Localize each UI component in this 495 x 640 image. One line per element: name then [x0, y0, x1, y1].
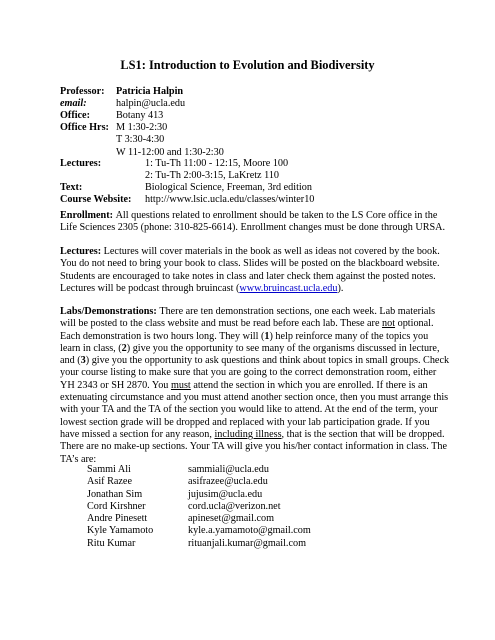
enrollment-heading: Enrollment:: [60, 210, 114, 221]
labs-heading: Labs/Demonstrations:: [60, 306, 157, 317]
professor-row: [60, 86, 183, 98]
enrollment-body: All questions related to enrollment should be taken to the LS Core office in the Life Sciences 2305 (phone: 310-825-6614). Enrollment changes must be done through URSA.: [60, 210, 446, 234]
labs-paragraph: [60, 306, 450, 466]
lectures-label: Lectures:: [60, 158, 102, 169]
labs-text-1: There are ten demonstration sections, one each week. Lab materials will be posted to the class website and must be read before each lab. These are: [60, 306, 436, 330]
ta-row: [60, 501, 311, 513]
ta-name: Ritu Kumar: [87, 537, 136, 549]
labs-text-2: optional. Each demonstration is two hours long. They will (: [60, 318, 434, 342]
office-hours-label: Office Hrs:: [60, 122, 109, 133]
ta-list: [60, 464, 311, 550]
text-label: Text:: [60, 182, 83, 193]
office-hours-1: M 1:30-2:30: [116, 122, 168, 133]
ta-email: jujusim@ucla.edu: [188, 488, 263, 500]
labs-text-7: , that is the section that will be dropped. There are no make-up sections. Your TA will give you his/her contact information in class. The TA’s are:: [60, 428, 447, 465]
office-hours-3: W 11-12:00 and 1:30-2:30: [116, 146, 224, 158]
labs-text-3: ) help reinforce many of the topics you learn in class, (: [60, 330, 429, 354]
lectures-info-row: [60, 158, 288, 183]
textbook-value: Biological Science, Freeman, 3rd edition: [145, 182, 312, 193]
lectures-tail: ).: [337, 282, 344, 294]
ta-row: [60, 513, 311, 525]
lecture-section-1: 1: Tu-Th 11:00 - 12:15, Moore 100: [145, 158, 289, 169]
office-hours-row: [60, 122, 224, 159]
labs-text-4: ) give you the opportunity to see many of the organisms discussed in lecture, and (: [60, 342, 440, 367]
email-row: [60, 98, 185, 110]
ta-name: Asif Razee: [87, 476, 132, 488]
email-label: email:: [60, 98, 87, 109]
ta-name: Andre Pinesett: [87, 513, 148, 525]
email-value: halpin@ucla.edu: [116, 98, 186, 109]
lecture-section-2: 2: Tu-Th 2:00-3:15, LaKretz 110: [145, 170, 280, 182]
enrollment-paragraph: [60, 210, 450, 235]
ta-name: Kyle Yamamoto: [87, 525, 154, 537]
website-label: Course Website:: [60, 194, 132, 205]
labs-number-2: 2: [121, 342, 127, 354]
labs-number-1: 1: [264, 330, 270, 342]
office-hours-2: T 3:30-4:30: [116, 134, 165, 146]
professor-label: Professor:: [60, 86, 105, 97]
ta-name: Sammi Ali: [87, 464, 131, 475]
document-title: LS1: Introduction to Evolution and Biodiversity: [120, 58, 375, 72]
lectures-body: Lectures will cover materials in the book as well as ideas not covered by the book. You do not need to bring your book to class. Slides will be posted on the blackboard website. Students are encouraged to take notes in class and later check them against the posted notes. Lectures will be podcast through bruincast (: [60, 246, 440, 294]
ta-email: apineset@gmail.com: [188, 513, 275, 525]
text-row: [60, 182, 312, 194]
ta-name: Jonathan Sim: [87, 488, 143, 500]
labs-illness-underlined: including illness: [214, 428, 282, 440]
lectures-paragraph: [60, 246, 450, 295]
office-row: [60, 110, 163, 122]
ta-email: rituanjali.kumar@gmail.com: [188, 537, 307, 549]
ta-email: cord.ucla@verizon.net: [188, 500, 281, 512]
ta-row: [60, 489, 311, 501]
office-label: Office:: [60, 110, 90, 121]
ta-email: kyle.a.yamamoto@gmail.com: [188, 525, 311, 537]
ta-email: sammiali@ucla.edu: [188, 464, 269, 475]
labs-text-6: attend the section in which you are enrolled. If there is an extenuating circumstance and you must attend another section once, then you must arrange this with your TA and the TA of the section you would like to attend. At the end of the term, your lowest section grade will be dropped and replaced with your lab participation grade. If you have missed a section for any reason,: [60, 379, 449, 440]
ta-row: [60, 464, 311, 476]
ta-row: [60, 525, 311, 537]
bruincast-link[interactable]: www.bruincast.ucla.edu: [239, 282, 338, 294]
labs-not-underlined: not: [382, 318, 396, 330]
ta-email: asifrazee@ucla.edu: [188, 476, 268, 488]
lectures-heading: Lectures:: [60, 246, 102, 257]
ta-row: [60, 476, 311, 488]
professor-name: Patricia Halpin: [116, 86, 184, 97]
labs-text-5: ) give you the opportunity to ask questions and think about topics in small groups. Check your course listing to make sure that you are going to the correct demonstration room, either YH 2343 or SH 2870. You: [60, 355, 450, 391]
labs-must-underlined: must: [170, 379, 191, 391]
website-value: http://www.lsic.ucla.edu/classes/winter10: [145, 194, 315, 205]
labs-number-3: 3: [80, 355, 86, 367]
ta-name: Cord Kirshner: [87, 500, 146, 512]
website-row: [60, 194, 314, 206]
ta-row: [60, 538, 311, 550]
office-value: Botany 413: [116, 110, 164, 121]
